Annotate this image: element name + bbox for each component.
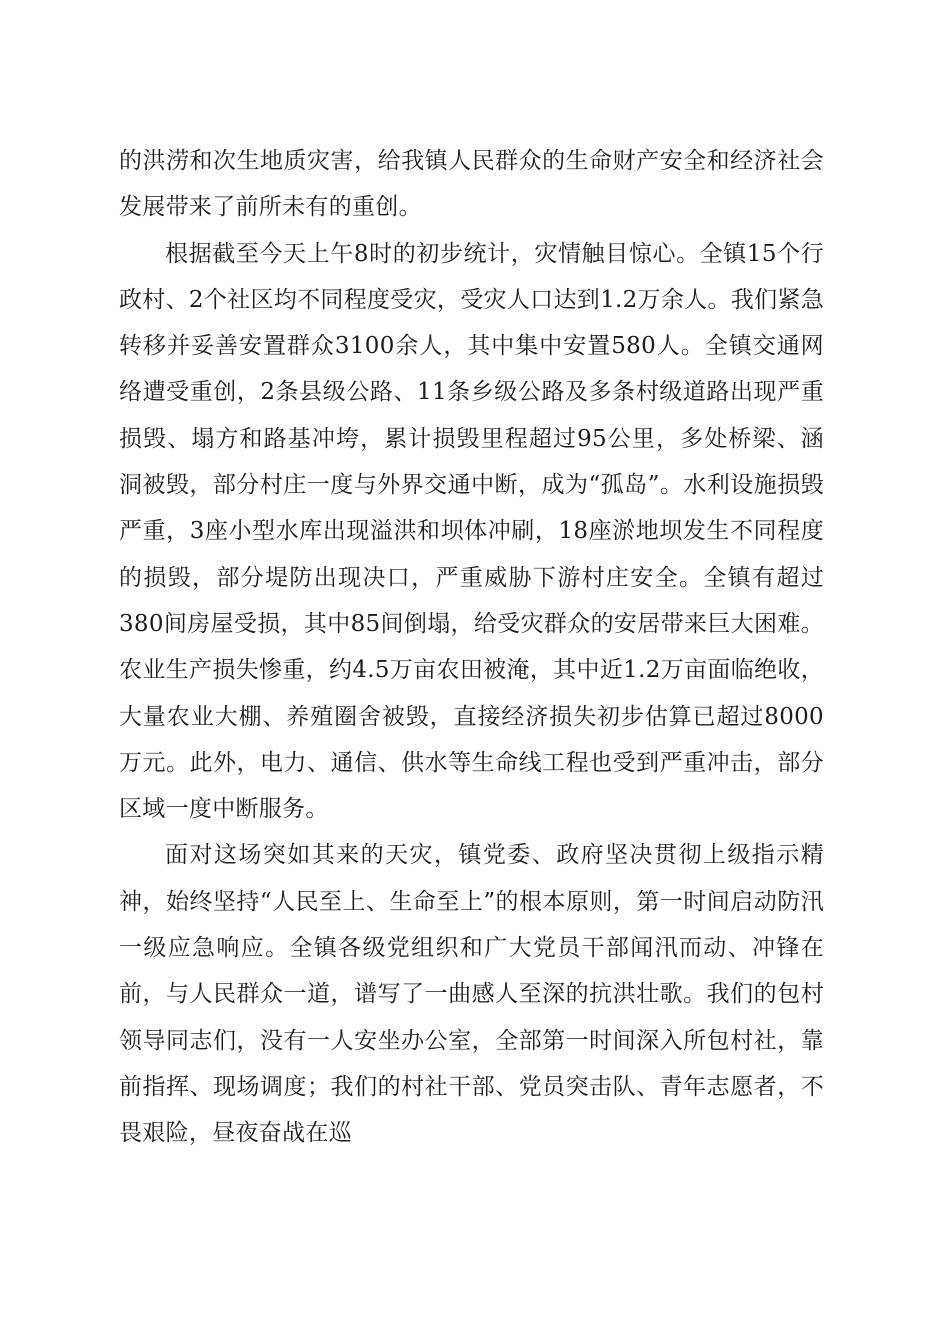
paragraph-1: 的洪涝和次生地质灾害，给我镇人民群众的生命财产安全和经济社会发展带来了前所未有的重创。	[119, 148, 824, 221]
paragraph-2: 根据截至今天上午8时的初步统计，灾情触目惊心。全镇15个行政村、2个社区均不同程度受灾，受灾人口达到1.2万余人。我们紧急转移并妥善安置群众3100余人，其中集中安置580人。全镇交通网络遭受重创，2条县级公路、11条乡级公路及多条村级道路出现严重损毁、塌方和路基冲垮，累计损毁里程超过95公里，多处桥梁、涵洞被毁，部分村庄一度与外界交通中断，成为“孤岛”。水利设施损毁严重，3座小型水库出现溢洪和坝体冲刷，18座淤地坝发生不同程度的损毁，部分堤防出现决口，严重威胁下游村庄安全。全镇有超过380间房屋受损，其中85间倒塌，给受灾群众的安居带来巨大困难。农业生产损失惨重，约4.5万亩农田被淹，其中近1.2万亩面临绝收，大量农业大棚、养殖圈舍被毁，直接经济损失初步估算已超过8000万元。此外，电力、通信、供水等生命线工程也受到严重冲击，部分区域一度中断服务。	[119, 240, 824, 823]
paragraph-3: 面对这场突如其来的天灾，镇党委、政府坚决贯彻上级指示精神，始终坚持“人民至上、生命至上”的根本原则，第一时间启动防汛一级应急响应。全镇各级党组织和广大党员干部闻汛而动、冲锋在前，与人民群众一道，谱写了一曲感人至深的抗洪壮歌。我们的包村领导同志们，没有一人安坐办公室，全部第一时间深入所包村社，靠前指挥、现场调度；我们的村社干部、党员突击队、青年志愿者，不畏艰险，昼夜奋战在巡	[119, 842, 824, 1147]
document-body	[119, 138, 824, 1157]
